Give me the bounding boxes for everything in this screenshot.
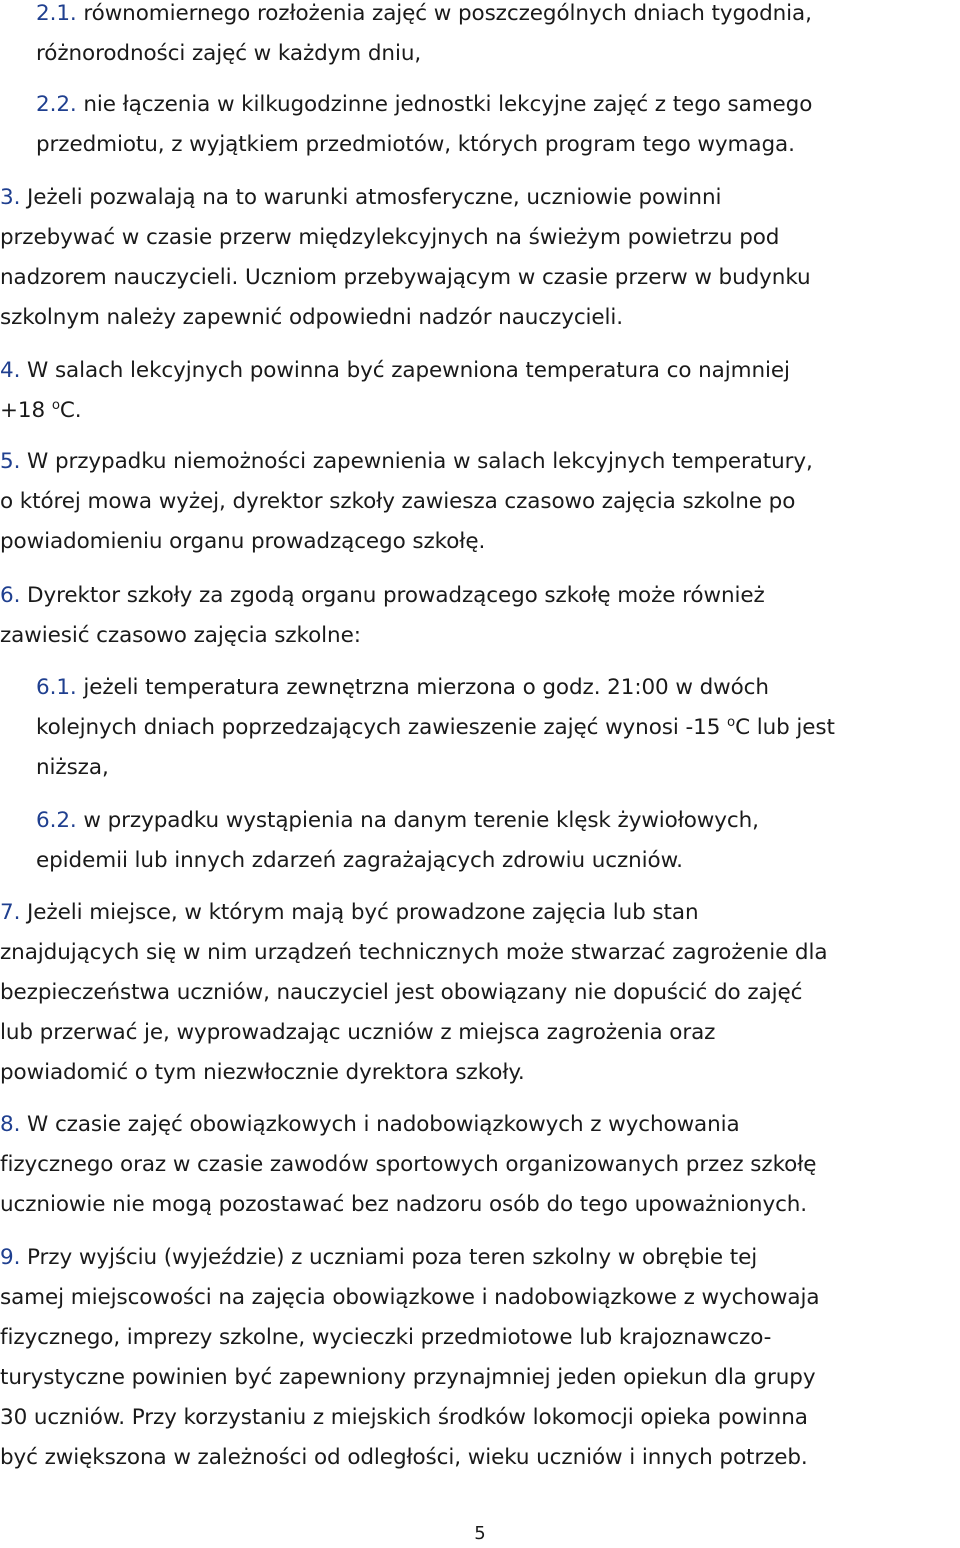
paragraph-8 xyxy=(0,1105,960,1225)
item-number: 7. xyxy=(0,900,21,925)
item-text: W przypadku niemożności zapewnienia w salach lekcyjnych temperatury, o której mowa wyżej, dyrektor szkoły zawiesza czasowo zajęcia szkolne po powiadomieniu organu prowadzącego szkołę. xyxy=(0,449,813,554)
degree-sign: o xyxy=(727,714,736,730)
item-number: 9. xyxy=(0,1245,21,1270)
list-item-2-1 xyxy=(36,0,960,74)
item-number: 3. xyxy=(0,185,21,210)
item-text: w przypadku wystąpienia na danym terenie klęsk żywiołowych, epidemii lub innych zdarzeń zagrażających zdrowiu uczniów. xyxy=(36,808,759,873)
list-item-6-2 xyxy=(36,801,960,881)
item-number: 2.2. xyxy=(36,92,77,117)
item-text-end: C lub jest niższa, xyxy=(36,715,835,780)
item-number: 6.1. xyxy=(36,675,77,700)
item-text: Dyrektor szkoły za zgodą organu prowadzącego szkołę może również zawiesić czasowo zajęcia szkolne: xyxy=(0,583,765,648)
list-item-2-2 xyxy=(36,85,960,165)
paragraph-9 xyxy=(0,1238,960,1478)
paragraph-7 xyxy=(0,893,960,1093)
item-number: 6.2. xyxy=(36,808,77,833)
paragraph-4 xyxy=(0,351,960,431)
item-number: 5. xyxy=(0,449,21,474)
item-number: 6. xyxy=(0,583,21,608)
item-text: nie łączenia w kilkugodzinne jednostki lekcyjne zajęć z tego samego przedmiotu, z wyjątkiem przedmiotów, których program tego wymaga. xyxy=(36,92,813,157)
item-text: Jeżeli pozwalają na to warunki atmosferyczne, uczniowie powinni przebywać w czasie przerw międzylekcyjnych na świeżym powietrzu pod nadzorem nauczycieli. Uczniom przebywającym w czasie przerw w budynku szkolnym należy zapewnić odpowiedni nadzór nauczycieli. xyxy=(0,185,811,330)
item-text: Przy wyjściu (wyjeździe) z uczniami poza teren szkolny w obrębie tej samej miejscowości na zajęcia obowiązkowe i nadobowiązkowe z wychowaja fizycznego, imprezy szkolne, wycieczki przedmiotowe lub krajoznawczo- turystyczne powinien być zapewniony przynajmniej jeden opiekun dla grupy 30 uczniów. Przy korzystaniu z miejskich środków lokomocji opieka powinna być zwiększona w zależności od odległości, wieku uczniów i innych potrzeb. xyxy=(0,1245,820,1470)
item-text-end: C. xyxy=(59,398,82,423)
paragraph-5 xyxy=(0,442,960,562)
item-number: 2.1. xyxy=(36,1,77,26)
item-text: W czasie zajęć obowiązkowych i nadobowiązkowych z wychowania fizycznego oraz w czasie zawodów sportowych organizowanych przez szkołę uczniowie nie mogą pozostawać bez nadzoru osób do tego upoważnionych. xyxy=(0,1112,817,1217)
page-number: 5 xyxy=(474,1523,486,1544)
item-text: równomiernego rozłożenia zajęć w poszczególnych dniach tygodnia, różnorodności zajęć w każdym dniu, xyxy=(36,1,812,66)
paragraph-6 xyxy=(0,576,960,656)
item-number: 8. xyxy=(0,1112,21,1137)
item-text: jeżeli temperatura zewnętrzna mierzona o godz. 21:00 w dwóch kolejnych dniach poprzedzających zawieszenie zajęć wynosi -15 xyxy=(36,675,769,740)
item-number: 4. xyxy=(0,358,21,383)
item-text: Jeżeli miejsce, w którym mają być prowadzone zajęcia lub stan znajdujących się w nim urządzeń technicznych może stwarzać zagrożenie dla bezpieczeństwa uczniów, nauczyciel jest obowiązany nie dopuścić do zajęć lub przerwać je, wyprowadzając uczniów z miejsca zagrożenia oraz powiadomić o tym niezwłocznie dyrektora szkoły. xyxy=(0,900,828,1085)
list-item-6-1 xyxy=(36,668,960,788)
degree-sign: o xyxy=(51,397,60,413)
item-text: W salach lekcyjnych powinna być zapewniona temperatura co najmniej +18 xyxy=(0,358,790,423)
paragraph-3 xyxy=(0,178,960,338)
